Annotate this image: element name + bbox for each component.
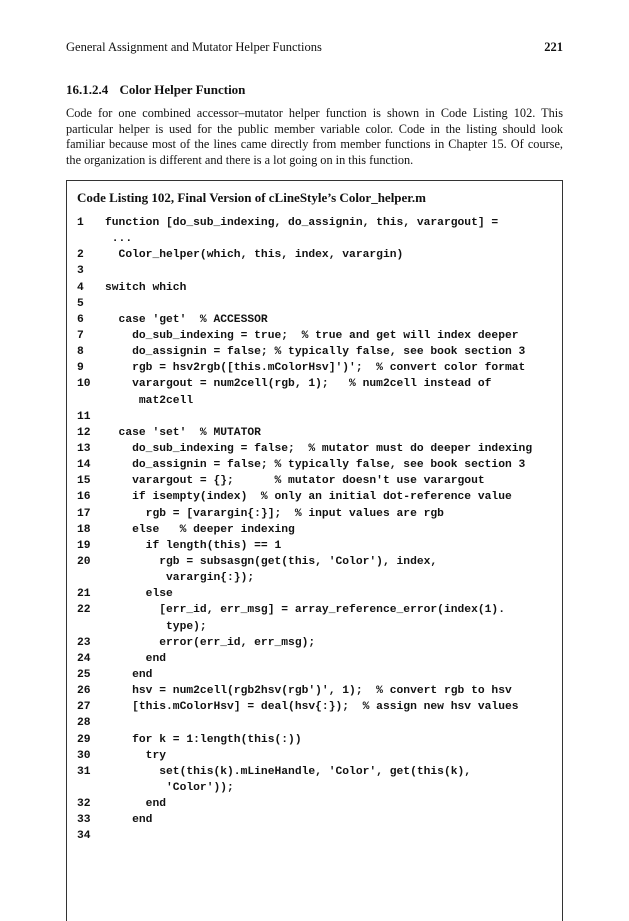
line-number: 26	[77, 685, 91, 698]
code-line	[77, 489, 559, 505]
code-line	[77, 699, 559, 715]
line-number: 19	[77, 539, 91, 552]
line-number: 28	[77, 717, 91, 730]
code-line	[77, 570, 559, 586]
code-line	[77, 683, 559, 699]
code-text: for k = 1:length(this(:))	[105, 733, 302, 746]
code-text: hsv = num2cell(rgb2hsv(rgb')', 1); % convert rgb to hsv	[105, 685, 512, 698]
line-number: 25	[77, 668, 91, 681]
code-text: varargout = {}; % mutator doesn't use varargout	[105, 475, 485, 488]
line-number: 12	[77, 426, 91, 439]
line-number: 9	[77, 362, 84, 375]
code-text: switch which	[105, 281, 187, 294]
code-line	[77, 247, 559, 263]
code-text: do_sub_indexing = false; % mutator must do deeper indexing	[105, 442, 533, 455]
line-number: 33	[77, 814, 91, 827]
code-text: [err_id, err_msg] = array_reference_error(index(1).	[105, 604, 505, 617]
code-line	[77, 312, 559, 328]
code-text: rgb = subsasgn(get(this, 'Color'), index,	[105, 555, 438, 568]
line-number: 23	[77, 636, 91, 649]
code-text: type);	[105, 620, 207, 633]
running-header	[66, 40, 563, 60]
code-text: do_assignin = false; % typically false, see book section 3	[105, 459, 526, 472]
code-line	[77, 473, 559, 489]
code-listing-box	[66, 180, 563, 921]
code-line	[77, 409, 559, 425]
code-line	[77, 586, 559, 602]
code-text: [this.mColorHsv] = deal(hsv{:}); % assign new hsv values	[105, 701, 519, 714]
line-number: 4	[77, 281, 84, 294]
code-line	[77, 732, 559, 748]
line-number: 14	[77, 459, 91, 472]
line-number: 27	[77, 701, 91, 714]
code-line	[77, 441, 559, 457]
code-line	[77, 538, 559, 554]
code-line	[77, 344, 559, 360]
line-number: 21	[77, 588, 91, 601]
code-text: set(this(k).mLineHandle, 'Color', get(this(k),	[105, 765, 472, 778]
line-number: 17	[77, 507, 91, 520]
line-number: 31	[77, 765, 91, 778]
line-number: 2	[77, 249, 84, 262]
code-line	[77, 780, 559, 796]
code-line	[77, 425, 559, 441]
code-line	[77, 522, 559, 538]
line-number: 32	[77, 798, 91, 811]
code-line	[77, 715, 559, 731]
code-text: varargout = num2cell(rgb, 1); % num2cell instead of	[105, 378, 492, 391]
code-line	[77, 667, 559, 683]
code-text: end	[105, 814, 153, 827]
code-text: Color_helper(which, this, index, varargin)	[105, 249, 404, 262]
code-text: mat2cell	[105, 394, 194, 407]
line-number: 16	[77, 491, 91, 504]
code-line	[77, 828, 559, 844]
code-line	[77, 215, 559, 231]
running-title: General Assignment and Mutator Helper Functions	[66, 40, 322, 54]
section-heading	[66, 82, 245, 98]
line-number: 10	[77, 378, 91, 391]
code-text: error(err_id, err_msg);	[105, 636, 316, 649]
code-line	[77, 457, 559, 473]
line-number: 29	[77, 733, 91, 746]
code-line	[77, 231, 559, 247]
code-text: varargin{:});	[105, 572, 255, 585]
code-line	[77, 393, 559, 409]
section-number: 16.1.2.4	[66, 82, 109, 97]
line-number: 7	[77, 329, 84, 342]
code-text: end	[105, 652, 167, 665]
line-number: 18	[77, 523, 91, 536]
code-text: do_sub_indexing = true; % true and get will index deeper	[105, 329, 519, 342]
code-listing-title: Code Listing 102, Final Version of cLineStyle’s Color_helper.m	[77, 190, 426, 205]
code-line	[77, 764, 559, 780]
code-line	[77, 748, 559, 764]
code-text: function [do_sub_indexing, do_assignin, this, varargout] =	[105, 217, 499, 229]
line-number: 6	[77, 313, 84, 326]
code-text: end	[105, 668, 153, 681]
line-number: 1	[77, 217, 84, 229]
code-text: 'Color'));	[105, 781, 234, 794]
code-line	[77, 602, 559, 618]
line-number: 13	[77, 442, 91, 455]
line-number: 22	[77, 604, 91, 617]
code-text: else	[105, 588, 173, 601]
section-title: Color Helper Function	[119, 82, 246, 97]
code-line	[77, 376, 559, 392]
code-text: else % deeper indexing	[105, 523, 295, 536]
code-text: ...	[105, 233, 133, 246]
code-text: case 'get' % ACCESSOR	[105, 313, 268, 326]
code-text: rgb = [varargin{:}]; % input values are rgb	[105, 507, 444, 520]
line-number: 34	[77, 830, 91, 843]
code-text: end	[105, 798, 167, 811]
code-line	[77, 812, 559, 828]
line-number: 11	[77, 410, 91, 423]
code-line	[77, 635, 559, 651]
line-number: 30	[77, 749, 91, 762]
code-text: rgb = hsv2rgb([this.mColorHsv]')'; % convert color format	[105, 362, 526, 375]
line-number: 20	[77, 555, 91, 568]
line-number: 24	[77, 652, 91, 665]
code-line	[77, 796, 559, 812]
code-text: do_assignin = false; % typically false, see book section 3	[105, 346, 526, 359]
code-text: try	[105, 749, 167, 762]
code-line	[77, 506, 559, 522]
code-text: case 'set' % MUTATOR	[105, 426, 261, 439]
code-line	[77, 360, 559, 376]
line-number: 3	[77, 265, 84, 278]
code-line	[77, 328, 559, 344]
code-line	[77, 263, 559, 279]
code-line	[77, 619, 559, 635]
line-number: 8	[77, 346, 84, 359]
page-number: 221	[544, 40, 563, 54]
code-text: if length(this) == 1	[105, 539, 282, 552]
code-block	[77, 215, 559, 844]
code-line	[77, 554, 559, 570]
code-line	[77, 296, 559, 312]
body-paragraph: Code for one combined accessor–mutator helper function is shown in Code Listing 102. This particular helper is used for the public member variable color. Code in the listing should look familiar because most of the lines came directly from member functions in Chapter 15. Of course, the organization is different and there is a lot going on in this function.	[66, 106, 563, 167]
code-line	[77, 280, 559, 296]
line-number: 5	[77, 297, 84, 310]
code-line	[77, 651, 559, 667]
line-number: 15	[77, 475, 91, 488]
code-text: if isempty(index) % only an initial dot-reference value	[105, 491, 512, 504]
